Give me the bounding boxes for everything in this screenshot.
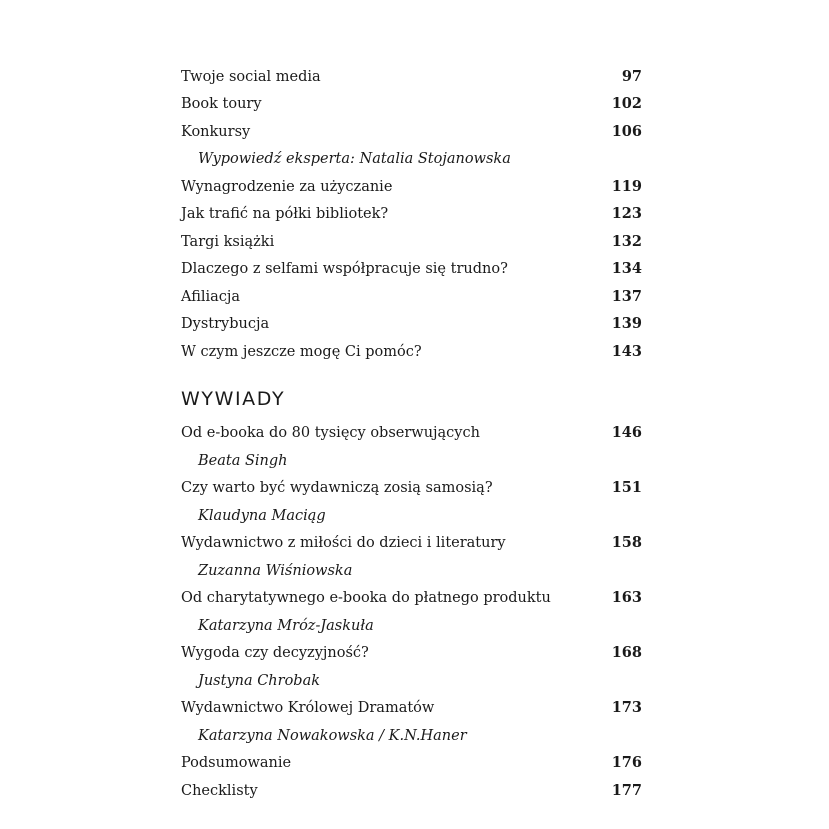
toc-subentry-title: Katarzyna Mróz-Jaskuła — [198, 618, 374, 634]
toc-entry-title: Od e-booka do 80 tysięcy obserwujących — [181, 425, 480, 441]
toc-entry-title: W czym jeszcze mogę Ci pomóc? — [181, 344, 422, 360]
toc-subentry — [181, 148, 642, 170]
section-heading: WYWIADY — [181, 388, 286, 410]
toc-subentry — [181, 725, 642, 747]
toc-entry-title: Podsumowanie — [181, 755, 292, 771]
toc-entry-title: Czy warto być wydawniczą zosią samosią? — [181, 480, 493, 496]
toc-entry — [181, 697, 642, 719]
toc-entry-page: 119 — [611, 178, 642, 195]
toc-entry-page: 176 — [611, 754, 642, 771]
toc-entry — [181, 780, 642, 802]
toc-entry — [181, 121, 642, 143]
toc-entry-page: 151 — [611, 479, 642, 496]
toc-entry-page: 139 — [611, 315, 642, 332]
toc-subentry — [181, 670, 642, 692]
toc-entry-page: 146 — [611, 424, 642, 441]
toc-entry-page: 168 — [611, 644, 642, 661]
toc-entry-page: 163 — [611, 589, 642, 606]
toc-entry-page: 123 — [611, 205, 642, 222]
toc-entry — [181, 422, 642, 444]
toc-entry-page: 132 — [611, 233, 642, 250]
toc-entry-title: Dystrybucja — [181, 316, 270, 332]
toc-entry-title: Wygoda czy decyzyjność? — [181, 645, 369, 661]
toc-entry — [181, 93, 642, 115]
toc-entry — [181, 66, 642, 88]
toc-entry-title: Afiliacja — [181, 289, 241, 305]
toc-entry — [181, 477, 642, 499]
toc-subentry-title: Katarzyna Nowakowska / K.N.Haner — [198, 728, 467, 744]
toc-entry-page: 134 — [611, 260, 642, 277]
toc-entry-page: 137 — [611, 288, 642, 305]
toc-entry — [181, 532, 642, 554]
toc-entry — [181, 752, 642, 774]
toc-entry-page: 106 — [611, 123, 642, 140]
toc-entry — [181, 231, 642, 253]
toc-entry — [181, 587, 642, 609]
toc-subentry-title: Zuzanna Wiśniowska — [198, 563, 353, 579]
toc-entry-title: Jak trafić na półki bibliotek? — [181, 206, 389, 222]
toc-entry — [181, 341, 642, 363]
toc-subentry — [181, 560, 642, 582]
toc-entry-page: 173 — [611, 699, 642, 716]
toc-entry-title: Dlaczego z selfami współpracuje się trudno? — [181, 261, 508, 277]
toc-entry-title: Wynagrodzenie za użyczanie — [181, 179, 393, 195]
toc-entry — [181, 203, 642, 225]
toc-entry — [181, 313, 642, 335]
toc-entry-title: Checklisty — [181, 783, 258, 799]
toc-subentry-title: Wypowiedź eksperta: Natalia Stojanowska — [198, 151, 511, 167]
toc-entry-page: 143 — [611, 343, 642, 360]
toc-subentry-title: Beata Singh — [198, 453, 288, 469]
toc-subentry-title: Justyna Chrobak — [198, 673, 321, 689]
toc-entry — [181, 642, 642, 664]
toc-entry-page: 102 — [611, 95, 642, 112]
toc-subentry-title: Klaudyna Maciąg — [198, 508, 326, 524]
toc-entry-title: Book toury — [181, 96, 262, 112]
toc-entry-page: 97 — [621, 68, 642, 85]
toc-entry — [181, 258, 642, 280]
toc-entry-title: Wydawnictwo z miłości do dzieci i literatury — [181, 535, 506, 551]
toc-subentry — [181, 615, 642, 637]
toc-entry-page: 177 — [611, 782, 642, 799]
toc-entry-title: Od charytatywnego e-booka do płatnego produktu — [181, 590, 551, 606]
toc-entry-page: 158 — [611, 534, 642, 551]
toc-subentry — [181, 505, 642, 527]
toc-entry-title: Targi książki — [181, 234, 275, 250]
toc-entry — [181, 286, 642, 308]
toc-entry-title: Twoje social media — [181, 69, 321, 85]
toc-entry-title: Wydawnictwo Królowej Dramatów — [181, 700, 435, 716]
toc-entry — [181, 176, 642, 198]
toc-entry-title: Konkursy — [181, 124, 251, 140]
toc-subentry — [181, 450, 642, 472]
